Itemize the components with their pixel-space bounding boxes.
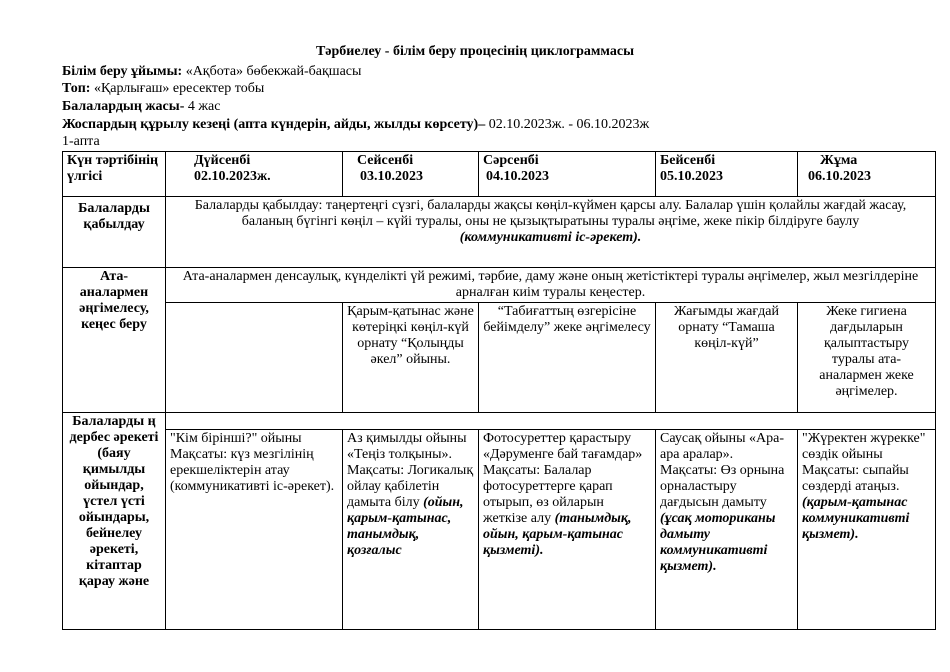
activity-cell-thu bbox=[656, 430, 798, 630]
activity-note: (ұсақ моториканы дамыту коммуникативті қызмет). bbox=[660, 511, 776, 574]
header-day-tue bbox=[343, 152, 479, 197]
header-col0: Күн тәртібінің үлгісі bbox=[63, 152, 166, 197]
activity-text: "Кім бірінші?" ойыны Мақсаты: күз мезгілінің ерекшеліктерін атау (коммуникативті іс-әрекет). bbox=[170, 431, 335, 494]
day-date: 04.10.2023 bbox=[486, 169, 549, 184]
header-day-fri bbox=[798, 152, 936, 197]
parents-detail-row bbox=[63, 303, 936, 413]
activity-cell-tue bbox=[343, 430, 479, 630]
reception-label: Балаларды қабылдау bbox=[63, 197, 166, 268]
activity-cell-fri bbox=[798, 430, 936, 630]
activity-text: "Жүректен жүрекке" сөздік ойыны Мақсаты: сыпайы сөздерді атаңыз. bbox=[802, 431, 926, 494]
activity-note: (қарым-қатынас коммуникативті қызмет). bbox=[802, 495, 910, 542]
activity-note: (танымдық, ойын, қарым-қатынас қызметі). bbox=[483, 511, 632, 558]
reception-row bbox=[63, 197, 936, 268]
activity-spacer bbox=[166, 413, 936, 430]
group-line bbox=[62, 81, 264, 97]
activity-label: Балаларды ң дербес әрекеті (баяу қимылды ойындар, үстел үсті ойындары, бейнелеу әрекеті, кітаптар қарау және bbox=[63, 413, 166, 630]
org-line bbox=[62, 64, 361, 80]
age-value: 4 жас bbox=[184, 99, 221, 114]
activity-text: Фотосуреттер қарастыру «Дәруменге бай тағамдар» Мақсаты: Балалар фотосуреттерге қарап отырып, өз ойларын жеткізе алу bbox=[483, 431, 643, 526]
group-value: «Қарлығаш» ересектер тобы bbox=[90, 81, 265, 96]
parents-general: Ата-аналармен денсаулық, күнделікті үй режимі, тәрбие, даму және оның жетістіктері туралы әңгімелер, жыл мезгілдеріне арналған киім туралы кеңестер. bbox=[166, 268, 936, 303]
activity-cell-wed bbox=[479, 430, 656, 630]
reception-body: Балаларды қабылдау: таңертеңгі сүзгі, балаларды жақсы көңіл-күймен қарсы алу. Балалар үшін қолайлы жағдай жасау, баланың бүгінгі көңіл – күйі туралы, оны не қызықтыратыны туралы әңгіме, жеке пікір білдіруге баулу bbox=[194, 198, 907, 229]
page-title: Тәрбиелеу - білім беру процесінің циклограммасы bbox=[315, 44, 635, 59]
week-label: 1-апта bbox=[62, 134, 100, 149]
day-name: Бейсенбі bbox=[660, 153, 716, 168]
header-day-wed bbox=[479, 152, 656, 197]
reception-note: (коммуникативті іс-әрекет). bbox=[459, 230, 642, 245]
activity-spacer-row bbox=[63, 413, 936, 430]
org-value: «Ақбота» бөбекжай-бақшасы bbox=[182, 64, 362, 79]
activity-text: Саусақ ойыны «Ара-ара аралар». Мақсаты: Өз орнына орналастыру дағдысын дамыту bbox=[660, 431, 785, 510]
activity-row bbox=[63, 430, 936, 630]
day-date: 03.10.2023 bbox=[360, 169, 423, 184]
header-day-mon bbox=[166, 152, 343, 197]
age-label: Балалардың жасы- bbox=[62, 99, 185, 114]
day-name: Дүйсенбі bbox=[194, 153, 251, 168]
day-name: Сәрсенбі bbox=[483, 153, 539, 168]
org-label: Білім беру ұйымы: bbox=[62, 64, 183, 79]
parents-cell-wed: “Табиғаттың өзгерісіне бейімделу” жеке әңгімелесу bbox=[479, 303, 656, 413]
day-name: Жұма bbox=[820, 153, 858, 168]
parents-label: Ата-аналармен әңгімелесу, кеңес беру bbox=[63, 268, 166, 413]
period-line bbox=[62, 117, 649, 133]
day-date: 06.10.2023 bbox=[808, 169, 871, 184]
day-date: 05.10.2023 bbox=[660, 169, 723, 184]
group-label: Топ: bbox=[62, 81, 91, 96]
parents-cell-mon bbox=[166, 303, 343, 413]
period-value: 02.10.2023ж. - 06.10.2023ж bbox=[485, 117, 650, 132]
activity-text: Аз қимылды ойыны «Теңіз толқыны». Мақсаты: Логикалық ойлау қабілетін дамыта білу bbox=[347, 431, 474, 510]
age-line bbox=[62, 99, 220, 115]
day-date: 02.10.2023ж. bbox=[194, 169, 271, 184]
period-label: Жоспардың құрылу кезеңі (апта күндерін, айды, жылды көрсету)– bbox=[62, 117, 486, 132]
parents-cell-tue: Қарым-қатынас және көтеріңкі көңіл-күй орнату “Қолыңды әкел” ойыны. bbox=[343, 303, 479, 413]
activity-cell-mon bbox=[166, 430, 343, 630]
parents-row bbox=[63, 268, 936, 303]
day-name: Сейсенбі bbox=[357, 153, 414, 168]
activity-note: (ойын, қарым-қатынас, танымдық, қозғалыс bbox=[347, 495, 464, 558]
parents-cell-thu: Жағымды жағдай орнату “Тамаша көңіл-күй” bbox=[656, 303, 798, 413]
reception-text bbox=[166, 197, 936, 268]
header-row bbox=[63, 152, 936, 197]
schedule-table bbox=[62, 151, 936, 630]
header-day-thu bbox=[656, 152, 798, 197]
parents-cell-fri: Жеке гигиена дағдыларын қалыптастыру туралы ата-аналармен жеке әңгімелер. bbox=[798, 303, 936, 413]
